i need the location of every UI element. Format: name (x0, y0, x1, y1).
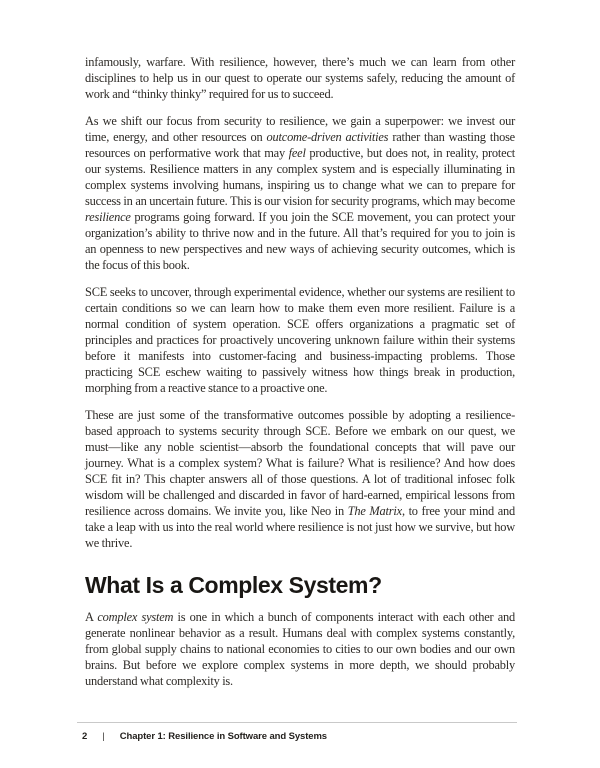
page-content (85, 54, 515, 700)
paragraph-3: SCE seeks to uncover, through experimental evidence, whether our systems are resilient to certain conditions so we can learn how to make them even more resilient. Failure is a normal condition of system operation. SCE offers organizations a pragmatic set of principles and practices for proactively uncovering unknown failure within their systems before it manifests into customer-facing and business-impacting problems. Those practicing SCE eschew waiting to passively witness how things break in production, morphing from a reactive stance to a proactive one. (85, 285, 515, 395)
paragraph-2: As we shift our focus from security to resilience, we gain a superpower: we invest our time, energy, and other resources on outcome-driven activities rather than wasting those resources on performative work that may feel productive, but does not, in reality, protect our systems. Resilience matters in any complex system and is especially illuminating in complex systems involving humans, inspiring us to change what we can to prepare for success in an uncertain future. This is our vision for security programs, which may become resilience programs going forward. If you join the SCE movement, you can protect your organization’s ability to thrive now and in the future. All that’s required for you to join is an openness to new perspectives and new ways of achieving security outcomes, which is the focus of this book. (85, 114, 515, 272)
paragraph-4: These are just some of the transformative outcomes possible by adopting a resilience-based approach to systems security through SCE. Before we embark on our quest, we must—like any noble scientist—absorb the foundational concepts that will pave our journey. What is a complex system? What is failure? What is resilience? And how does SCE fit in? This chapter answers all of those questions. A lot of traditional infosec folk wisdom will be challenged and discarded in favor of hard-earned, empirical lessons from resilience across domains. We invite you, like Neo in The Matrix, to free your mind and take a leap with us into the real world where resilience is not just how we survive, but how we thrive. (85, 408, 516, 550)
chapter-title: Chapter 1: Resilience in Software and Systems (119, 731, 327, 742)
paragraph-5: A complex system is one in which a bunch of components interact with each other and generate nonlinear behavior as a result. Humans deal with complex systems constantly, from global supply chains to national economies to cities to our own bodies and our own brains. But before we explore complex systems in more depth, we should probably understand what complexity is. (85, 610, 516, 688)
page-number: 2 (82, 731, 88, 742)
section-heading: What Is a Complex System? (85, 572, 382, 598)
footer-separator: | (102, 731, 105, 742)
paragraph-1: infamously, warfare. With resilience, however, there’s much we can learn from other disciplines to help us in our quest to operate our systems safely, reducing the amount of work and “thinky thinky” required for us to succeed. (85, 55, 515, 101)
page-footer (77, 722, 517, 742)
